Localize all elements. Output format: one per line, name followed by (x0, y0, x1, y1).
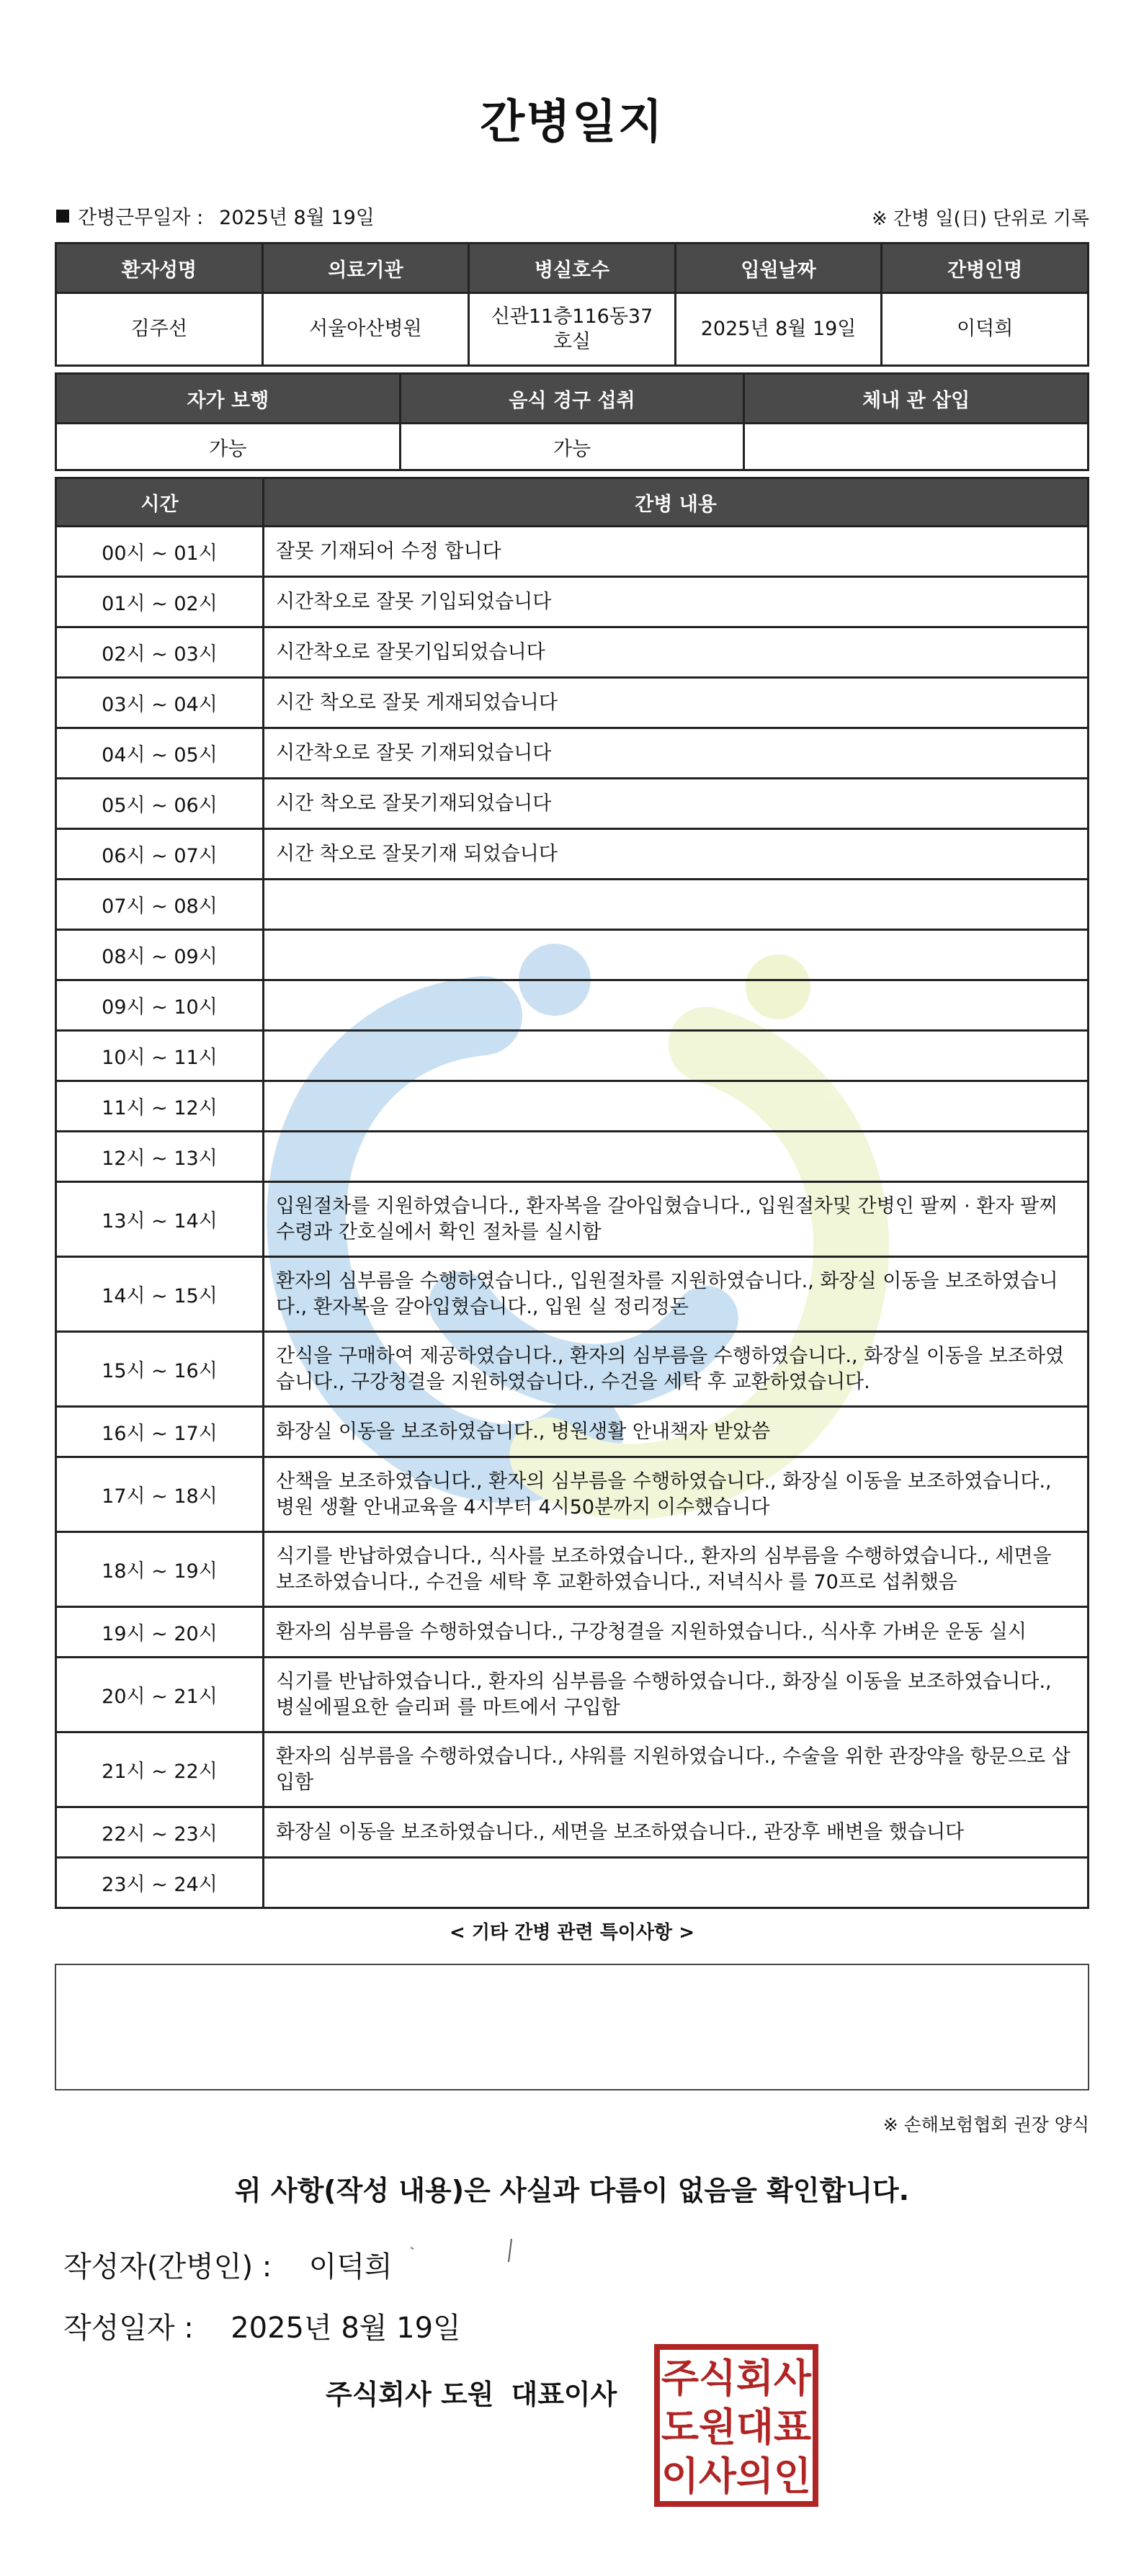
seal-character: 대 (736, 2405, 774, 2450)
writer-label: 작성자(간병인) : (63, 2250, 272, 2284)
unit-note: ※ 간병 일(日) 단위로 기록 (871, 208, 1089, 230)
signature-mark (403, 2233, 533, 2276)
log-content (264, 930, 1089, 980)
log-time: 19시 ~ 20시 (56, 1607, 264, 1658)
form-source-note: ※ 손해보험협회 권장 양식 (882, 2114, 1089, 2135)
log-content: 식기를 반납하였습니다., 환자의 심부름을 수행하였습니다., 화장실 이동을 보조하였습니다., 병실에필요한 슬리퍼 를 마트에서 구입함 (264, 1658, 1089, 1732)
log-time: 22시 ~ 23시 (56, 1807, 264, 1858)
care-log-table (55, 477, 1089, 1909)
log-row (56, 1407, 1089, 1457)
log-content: 시간착오로 잘못기입되었습니다 (264, 627, 1089, 678)
log-time: 08시 ~ 09시 (56, 930, 264, 980)
log-row (56, 1081, 1089, 1132)
header-hospital: 의료기관 (262, 243, 469, 293)
log-content: 입원절차를 지원하였습니다., 환자복을 갈아입혔습니다., 입원절차및 간병인 팔찌 · 환자 팔찌 수령과 간호실에서 확인 절차를 실시함 (264, 1182, 1089, 1257)
log-row (56, 627, 1089, 678)
header-patient-name: 환자성명 (56, 243, 263, 293)
patient-name: 김주선 (56, 293, 263, 366)
header-tube: 체내 관 삽입 (744, 374, 1089, 424)
log-content: 환자의 심부름을 수행하였습니다., 구강청결을 지원하였습니다., 식사후 가벼운 운동 실시 (264, 1607, 1089, 1658)
log-row (56, 527, 1089, 577)
work-date-label: 간병근무일자 : (78, 207, 204, 229)
log-time: 01시 ~ 02시 (56, 577, 264, 627)
log-content: 시간착오로 잘못 기재되었습니다 (264, 728, 1089, 779)
log-time: 20시 ~ 21시 (56, 1658, 264, 1732)
log-time: 06시 ~ 07시 (56, 829, 264, 880)
log-content (264, 880, 1089, 930)
log-time: 04시 ~ 05시 (56, 728, 264, 779)
seal-character: 인 (773, 2454, 812, 2499)
log-content (264, 1031, 1089, 1081)
header-room: 병실호수 (469, 243, 676, 293)
log-row (56, 1332, 1089, 1407)
log-time: 00시 ~ 01시 (56, 527, 264, 577)
patient-info-table (55, 242, 1089, 367)
seal-character: 회 (736, 2356, 774, 2401)
log-row (56, 1031, 1089, 1081)
patient-value-row (56, 293, 1089, 366)
log-row (56, 980, 1089, 1031)
log-content: 환자의 심부름을 수행하였습니다., 샤워를 지원하였습니다., 수술을 위한 관장약을 항문으로 삽입함 (264, 1732, 1089, 1807)
log-row (56, 1182, 1089, 1257)
log-row (56, 678, 1089, 728)
status-value-row (56, 424, 1089, 470)
bullet-square-icon (56, 210, 69, 223)
log-content (264, 980, 1089, 1031)
log-time: 14시 ~ 15시 (56, 1257, 264, 1332)
log-content: 시간 착오로 잘못기재 되었습니다 (264, 829, 1089, 880)
log-row (56, 1807, 1089, 1858)
written-date-line (63, 2305, 461, 2346)
header-walking: 자가 보행 (56, 374, 401, 424)
log-content: 화장실 이동을 보조하였습니다., 병원생활 안내책자 받았씀 (264, 1407, 1089, 1457)
log-time: 12시 ~ 13시 (56, 1132, 264, 1182)
log-content: 환자의 심부름을 수행하였습니다., 입원절차를 지원하였습니다., 화장실 이동을 보조하였습니다., 환자복을 갈아입혔습니다., 입원 실 정리정돈 (264, 1257, 1089, 1332)
log-time: 02시 ~ 03시 (56, 627, 264, 678)
header-admission-date: 입원날짜 (675, 243, 882, 293)
oral-intake-value: 가능 (400, 424, 744, 470)
header-care-content: 간병 내용 (264, 478, 1089, 527)
log-content (264, 1858, 1089, 1908)
log-row (56, 1132, 1089, 1182)
writer-name: 이덕희 (308, 2250, 393, 2284)
log-time: 03시 ~ 04시 (56, 678, 264, 728)
log-row (56, 1732, 1089, 1807)
log-row (56, 1858, 1089, 1908)
document-title: 간병일지 (480, 96, 664, 149)
company-name: 주식회사 도원 (326, 2379, 494, 2410)
company-line (326, 2372, 634, 2412)
log-row (56, 829, 1089, 880)
log-time: 13시 ~ 14시 (56, 1182, 264, 1257)
seal-character: 식 (698, 2356, 737, 2401)
log-content: 식기를 반납하였습니다., 식사를 보조하였습니다., 환자의 심부름을 수행하였습니다., 세면을 보조하였습니다., 수건을 세탁 후 교환하였습니다., 저녁식사 를 70프로 섭취했음 (264, 1532, 1089, 1607)
header-caregiver-name: 간병인명 (882, 243, 1089, 293)
log-time: 10시 ~ 11시 (56, 1031, 264, 1081)
log-content: 간식을 구매하여 제공하였습니다., 환자의 심부름을 수행하였습니다., 화장실 이동을 보조하였습니다., 구강청결을 지원하였습니다., 수건을 세탁 후 교환하였습니다. (264, 1332, 1089, 1407)
notes-box (55, 1964, 1089, 2090)
log-row (56, 577, 1089, 627)
log-header-row (56, 478, 1089, 527)
patient-status-table (55, 372, 1089, 471)
log-row (56, 880, 1089, 930)
log-row (56, 930, 1089, 980)
log-row (56, 1457, 1089, 1532)
work-date-line (56, 202, 375, 230)
written-date-label: 작성일자 : (63, 2312, 194, 2345)
log-row (56, 1532, 1089, 1607)
work-date-value: 2025년 8월 19일 (219, 207, 375, 229)
log-time: 23시 ~ 24시 (56, 1858, 264, 1908)
log-content: 시간 착오로 잘못기재되었습니다 (264, 779, 1089, 829)
seal-character: 이 (661, 2454, 700, 2499)
seal-character: 주 (661, 2356, 700, 2401)
confirmation-statement: 위 사항(작성 내용)은 사실과 다름이 없음을 확인합니다. (234, 2175, 910, 2206)
seal-character: 사 (698, 2454, 737, 2499)
log-content: 잘못 기재되어 수정 합니다 (264, 527, 1089, 577)
header-time: 시간 (56, 478, 264, 527)
log-time: 11시 ~ 12시 (56, 1081, 264, 1132)
company-role: 대표이사 (511, 2379, 617, 2410)
caregiver-name: 이덕희 (882, 293, 1089, 366)
log-time: 15시 ~ 16시 (56, 1332, 264, 1407)
written-date-value: 2025년 8월 19일 (231, 2312, 461, 2345)
seal-character: 사 (773, 2356, 812, 2401)
log-time: 17시 ~ 18시 (56, 1457, 264, 1532)
seal-character: 의 (736, 2454, 774, 2499)
patient-header-row (56, 243, 1089, 293)
log-time: 09시 ~ 10시 (56, 980, 264, 1031)
company-seal-stamp (654, 2344, 818, 2507)
log-row (56, 779, 1089, 829)
log-content: 시간 착오로 잘못 게재되었습니다 (264, 678, 1089, 728)
hospital-name: 서울아산병원 (262, 293, 469, 366)
log-content (264, 1081, 1089, 1132)
seal-character: 원 (698, 2405, 737, 2450)
seal-character: 표 (773, 2405, 812, 2450)
notes-title: < 기타 간병 관련 특이사항 > (450, 1922, 694, 1944)
log-row (56, 728, 1089, 779)
admission-date: 2025년 8월 19일 (675, 293, 882, 366)
log-time: 07시 ~ 08시 (56, 880, 264, 930)
log-time: 16시 ~ 17시 (56, 1407, 264, 1457)
walking-value: 가능 (56, 424, 401, 470)
seal-character: 도 (661, 2405, 700, 2450)
log-time: 21시 ~ 22시 (56, 1732, 264, 1807)
log-row (56, 1607, 1089, 1658)
tube-value (744, 424, 1089, 470)
log-row (56, 1257, 1089, 1332)
header-oral-intake: 음식 경구 섭취 (400, 374, 744, 424)
log-row (56, 1658, 1089, 1732)
writer-line (63, 2244, 393, 2285)
log-content: 시간착오로 잘못 기입되었습니다 (264, 577, 1089, 627)
room-number: 신관11층116동37호실 (469, 293, 676, 366)
log-content: 화장실 이동을 보조하였습니다., 세면을 보조하였습니다., 관장후 배변을 했습니다 (264, 1807, 1089, 1858)
log-body (56, 527, 1089, 1908)
log-content: 산책을 보조하였습니다., 환자의 심부름을 수행하였습니다., 화장실 이동을 보조하였습니다., 병원 생활 안내교육을 4시부터 4시50분까지 이수했습니다 (264, 1457, 1089, 1532)
log-time: 18시 ~ 19시 (56, 1532, 264, 1607)
status-header-row (56, 374, 1089, 424)
log-time: 05시 ~ 06시 (56, 779, 264, 829)
log-content (264, 1132, 1089, 1182)
